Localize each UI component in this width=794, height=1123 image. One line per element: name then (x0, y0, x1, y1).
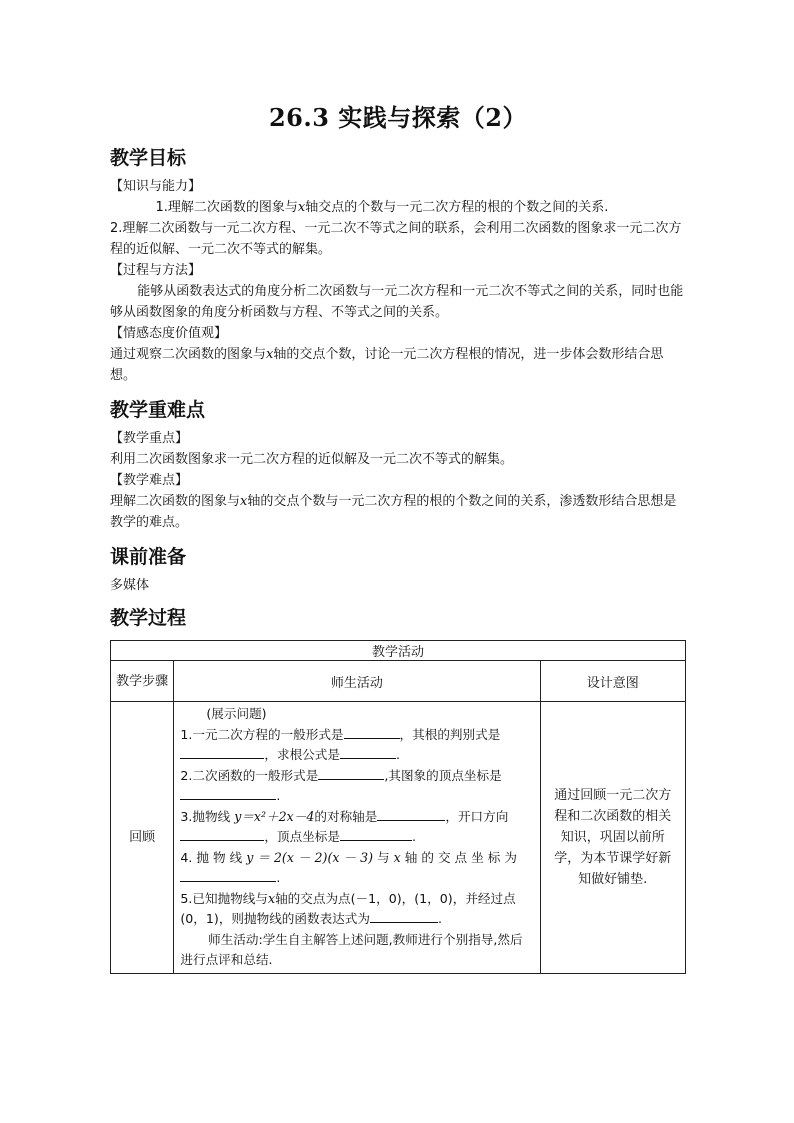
question-3: 3.抛物线 y＝x²＋2x－4的对称轴是 ，开口方向 ，顶点坐标是 . (180, 808, 509, 844)
intent-cell: 通过回顾一元二次方程和二次函数的相关知识，巩固以前所学，为本节课学好新知做好铺垫. (540, 702, 686, 974)
emotion-text: 通过观察二次函数的图象与x轴的交点个数，讨论一元二次方程根的情况，进一步体会数形结合思想。 (110, 347, 664, 383)
knowledge-item-2: 2.理解二次函数与一元二次方程、一元二次不等式之间的联系，会利用二次函数的图象求一元二次方程的近似解、一元二次不等式的解集。 (110, 221, 682, 257)
table-subheader-row (111, 661, 686, 702)
goals-heading: 教学目标 (110, 147, 187, 169)
knowledge-item-1: 1.理解二次函数的图象与x轴交点的个数与一元二次方程的根的个数之间的关系. (155, 200, 609, 215)
process-heading: 教学过程 (110, 607, 187, 629)
key-text: 利用二次函数图象求一元二次方程的近似解及一元二次不等式的解集。 (110, 452, 514, 467)
document-page (110, 96, 686, 974)
question-4: 4. 抛 物 线 y ＝ 2(x － 2)(x － 3) 与 x 轴 的 交 点 坐 标 为 . (180, 849, 517, 885)
difficulty-text: 理解二次函数的图象与x轴的交点个数与一元二次方程的根的个数之间的关系，渗透数形结合思想是教学的难点。 (110, 494, 677, 530)
col-step-header: 教学步骤 (111, 661, 174, 702)
key-label: 【教学重点】 (110, 431, 189, 446)
difficulty-label: 【教学难点】 (110, 473, 189, 488)
question-5: 5.已知抛物线与x轴的交点为点(－1，0)，(1，0)，并经过点(0，1)，则抛物线的函数表达式为 . (180, 890, 516, 926)
col-activity-header: 师生活动 (174, 661, 540, 702)
process-text: 能够从函数表达式的角度分析二次函数与一元二次方程和一元二次不等式之间的关系，同时也能够从函数图象的角度分析函数与方程、不等式之间的关系。 (110, 284, 684, 320)
col-intent-header: 设计意图 (540, 661, 686, 702)
show-label: (展示问题) (206, 706, 267, 721)
keypoints-heading: 教学重难点 (110, 399, 206, 421)
step-cell: 回顾 (111, 702, 174, 974)
prep-heading: 课前准备 (110, 546, 187, 568)
knowledge-label: 【知识与能力】 (110, 179, 202, 194)
activity-cell (174, 702, 540, 974)
emotion-label: 【情感态度价值观】 (110, 326, 228, 341)
question-2: 2.二次函数的一般形式是 ,其图象的顶点坐标是 . (180, 767, 502, 803)
process-label: 【过程与方法】 (110, 263, 202, 278)
prep-text: 多媒体 (110, 578, 150, 593)
table-row (111, 702, 686, 974)
page-title: 26.3 实践与探索（2） (268, 103, 527, 132)
table-top-header: 教学活动 (111, 641, 686, 661)
table-header-row (111, 641, 686, 661)
activity-summary: 师生活动:学生自主解答上述问题,教师进行个别指导,然后进行点评和总结. (180, 931, 523, 967)
question-1: 1.一元二次方程的一般形式是 ，其根的判别式是 ，求根公式是 . (180, 726, 501, 762)
teaching-process-table (110, 640, 686, 974)
